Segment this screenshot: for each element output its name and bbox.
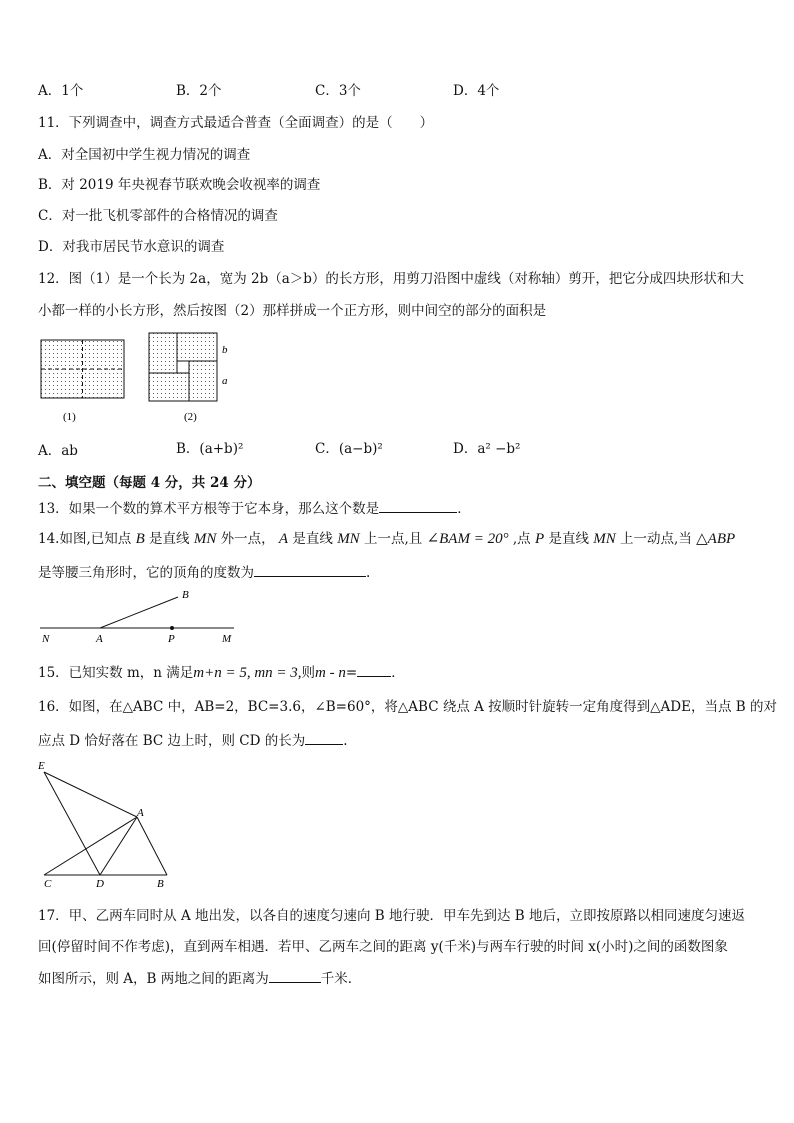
q12-option-a: A．ab: [38, 443, 78, 459]
q14-text-7: 是直线: [548, 531, 589, 547]
q11-option-c: C．对一批飞机零部件的合格情况的调查: [38, 208, 278, 224]
q11-option-b: B．对 2019 年央视春节联欢晚会收视率的调查: [38, 177, 321, 193]
q15: [38, 662, 405, 682]
q12-option-d: [453, 440, 520, 458]
q12-option-b-math: (a+b)²: [199, 441, 244, 457]
q14-text-4: 是直线: [292, 531, 333, 547]
q14-fig-label-n: N: [42, 633, 50, 644]
q12-figure-1: [41, 340, 124, 398]
q16-figure: [34, 756, 184, 892]
q17-stem-line1: 17．甲、乙两车同时从 A 地出发，以各自的速度匀速向 B 地行驶．甲车先到达 B 地后，立即按原路以相同速度匀速返: [38, 908, 746, 924]
q12-caption-2: (2): [184, 411, 197, 423]
q14-point-b: B: [135, 531, 145, 547]
q12-option-b: [176, 440, 243, 458]
q11-stem: 11．下列调查中，调查方式最适合普查（全面调查）的是（ ）: [38, 115, 434, 131]
q14-fig-label-b: B: [182, 589, 189, 601]
q14-angle: ∠BAM = 20°: [426, 531, 509, 547]
q14-text-2: 是直线: [149, 531, 190, 547]
q17-blank: [269, 968, 321, 983]
q15-expr: m - n: [315, 665, 346, 681]
q14-text-6: ,点: [512, 531, 531, 547]
q12-option-c-math: (a−b)²: [338, 441, 383, 457]
q17-line3-text: 如图所示，则 A，B 两地之间的距离为: [38, 971, 269, 987]
q12-figure-2: [149, 333, 217, 401]
q10-option-a: A．1个: [38, 83, 84, 99]
q12-stem-line2: 小都一样的小长方形，然后按图（2）那样拼成一个正方形，则中间空的部分的面积是: [38, 303, 547, 319]
q16-fig-label-b: B: [157, 878, 164, 890]
q11-option-d: D．对我市居民节水意识的调查: [38, 239, 225, 255]
q12-caption-1: (1): [63, 411, 76, 423]
q16-end: .: [343, 733, 348, 749]
q16-line2-text: 应点 D 恰好落在 BC 边上时，则 CD 的长为: [38, 733, 306, 749]
q15-blank: [357, 662, 391, 677]
q14-fig-label-p: P: [168, 633, 175, 644]
q16-fig-label-a: A: [137, 807, 144, 819]
q12-label-b: b: [222, 344, 228, 356]
q14-fig-label-a: A: [96, 633, 103, 644]
q15-ask: 则: [301, 665, 316, 681]
q13-text: 13．如果一个数的算术平方根等于它本身，那么这个数是: [38, 501, 380, 517]
q16-fig-label-d: D: [96, 878, 104, 890]
q14-line-mn-2: MN: [337, 531, 360, 547]
q12-option-b-label: B．: [176, 441, 200, 457]
q14-point-p: P: [534, 531, 545, 547]
q14-stem-line2: [38, 562, 370, 582]
q15-text: 15．已知实数 m，n 满足: [38, 665, 194, 681]
q14-triangle: △ABP: [696, 531, 736, 547]
q13-blank: [379, 498, 457, 513]
q14-end: .: [366, 565, 371, 581]
q12-option-c-label: C．: [315, 441, 339, 457]
q17-stem-line2: 回(停留时间不作考虑)，直到两车相遇．若甲、乙两车之间的距离 y(千米)与两车行驶的时间 x(小时)之间的函数图象: [38, 939, 728, 955]
q12-figures: [36, 332, 236, 428]
q12-label-a: a: [222, 375, 228, 387]
q14-text-1: 14.如图,已知点: [38, 531, 132, 547]
q13: [38, 498, 471, 518]
q15-end: ．: [391, 665, 405, 681]
q13-end: ．: [457, 501, 471, 517]
q15-condition: m+n = 5, mn = 3,: [193, 665, 302, 681]
q14-line2-text: 是等腰三角形时，它的顶角的度数为: [38, 565, 254, 581]
q11-option-a: A．对全国初中学生视力情况的调查: [38, 147, 251, 163]
q14-text-3: 外一点，: [220, 531, 275, 547]
q16-fig-label-e: E: [38, 760, 45, 772]
q10-option-b: B．2个: [176, 83, 222, 99]
q10-option-c: C．3个: [315, 83, 361, 99]
q14-line-mn: MN: [193, 531, 217, 547]
q14-text-8: 上一动点,当: [620, 531, 692, 547]
q14-text-5: 上一点,且: [363, 531, 423, 547]
q12-option-d-label: D．: [453, 441, 478, 457]
q12-option-c: [315, 440, 383, 458]
q16-stem-line2: [38, 730, 348, 750]
q17-end: 千米．: [320, 971, 362, 987]
q17-stem-line3: [38, 968, 361, 988]
q16-stem-line1: 16．如图，在△ABC 中，AB=2，BC=3.6，∠B=60°，将△ABC 绕点 A 按顺时针旋转一定角度得到△ADE，当点 B 的对: [38, 699, 777, 715]
q10-option-d: D．4个: [453, 83, 500, 99]
q14-figure: [36, 586, 240, 644]
q15-eq: =: [345, 665, 358, 681]
q14-point-a: A: [278, 531, 289, 547]
q14-blank: [254, 562, 366, 577]
q12-stem-line1: 12．图（1）是一个长为 2a，宽为 2b（a＞b）的长方形，用剪刀沿图中虚线（对称轴）剪开，把它分成四块形状和大: [38, 271, 744, 287]
q14-stem-line1: [38, 530, 735, 548]
q14-fig-label-m: M: [222, 633, 232, 644]
q16-blank: [305, 730, 343, 745]
section-fill-blank-heading: 二、填空题（每题 4 分，共 24 分）: [38, 475, 261, 491]
q14-line-mn-3: MN: [593, 531, 616, 547]
q12-option-d-math: a² −b²: [477, 441, 521, 457]
q16-fig-label-c: C: [44, 878, 52, 890]
